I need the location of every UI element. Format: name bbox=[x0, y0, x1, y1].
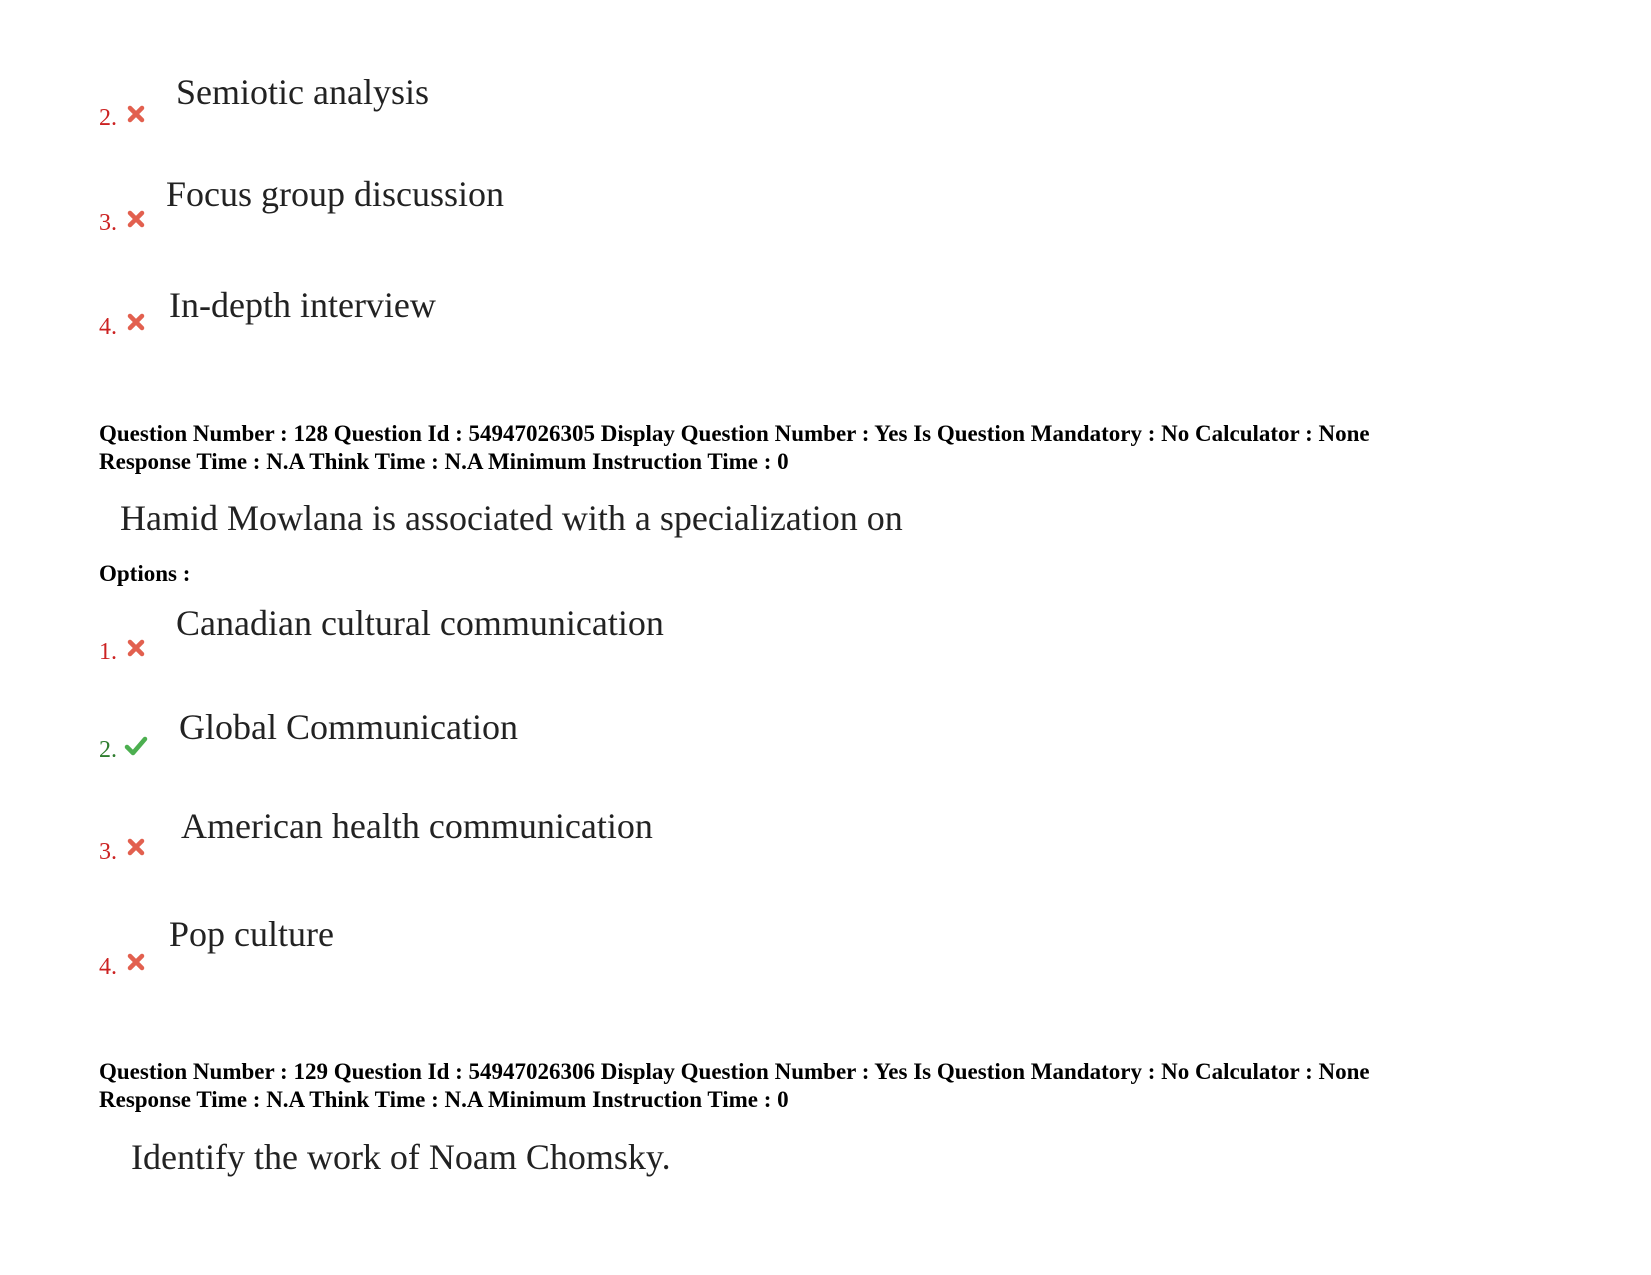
options-label: Options : bbox=[99, 561, 191, 586]
option-number: 3. bbox=[99, 839, 117, 865]
option-number: 2. bbox=[99, 737, 117, 763]
cross-icon bbox=[126, 312, 146, 332]
option-number: 1. bbox=[99, 639, 117, 665]
cross-icon bbox=[126, 104, 146, 124]
cross-icon bbox=[126, 638, 146, 658]
option-number: 2. bbox=[99, 105, 117, 131]
option-text: Semiotic analysis bbox=[176, 72, 429, 112]
cross-icon bbox=[126, 952, 146, 972]
option-text: Global Communication bbox=[179, 707, 518, 747]
option-text: Focus group discussion bbox=[166, 174, 505, 214]
option-number: 3. bbox=[99, 210, 117, 236]
question-meta-line2: Response Time : N.A Think Time : N.A Minimum Instruction Time : 0 bbox=[99, 449, 789, 474]
option-number: 4. bbox=[99, 314, 117, 340]
question-meta-line1: Question Number : 128 Question Id : 54947026305 Display Question Number : Yes Is Question Mandatory : No Calculator : None bbox=[99, 421, 1370, 446]
cross-icon bbox=[126, 209, 146, 229]
option-text: American health communication bbox=[181, 806, 653, 846]
option-text: In-depth interview bbox=[169, 285, 436, 325]
cross-icon bbox=[126, 837, 146, 857]
question-text: Hamid Mowlana is associated with a specialization on bbox=[120, 498, 903, 538]
option-number: 4. bbox=[99, 954, 117, 980]
check-icon bbox=[124, 735, 148, 757]
question-text: Identify the work of Noam Chomsky. bbox=[131, 1137, 671, 1177]
option-text: Pop culture bbox=[169, 914, 334, 954]
question-meta-line1: Question Number : 129 Question Id : 54947026306 Display Question Number : Yes Is Question Mandatory : No Calculator : None bbox=[99, 1059, 1370, 1084]
option-text: Canadian cultural communication bbox=[176, 603, 664, 643]
question-meta-line2: Response Time : N.A Think Time : N.A Minimum Instruction Time : 0 bbox=[99, 1087, 789, 1112]
